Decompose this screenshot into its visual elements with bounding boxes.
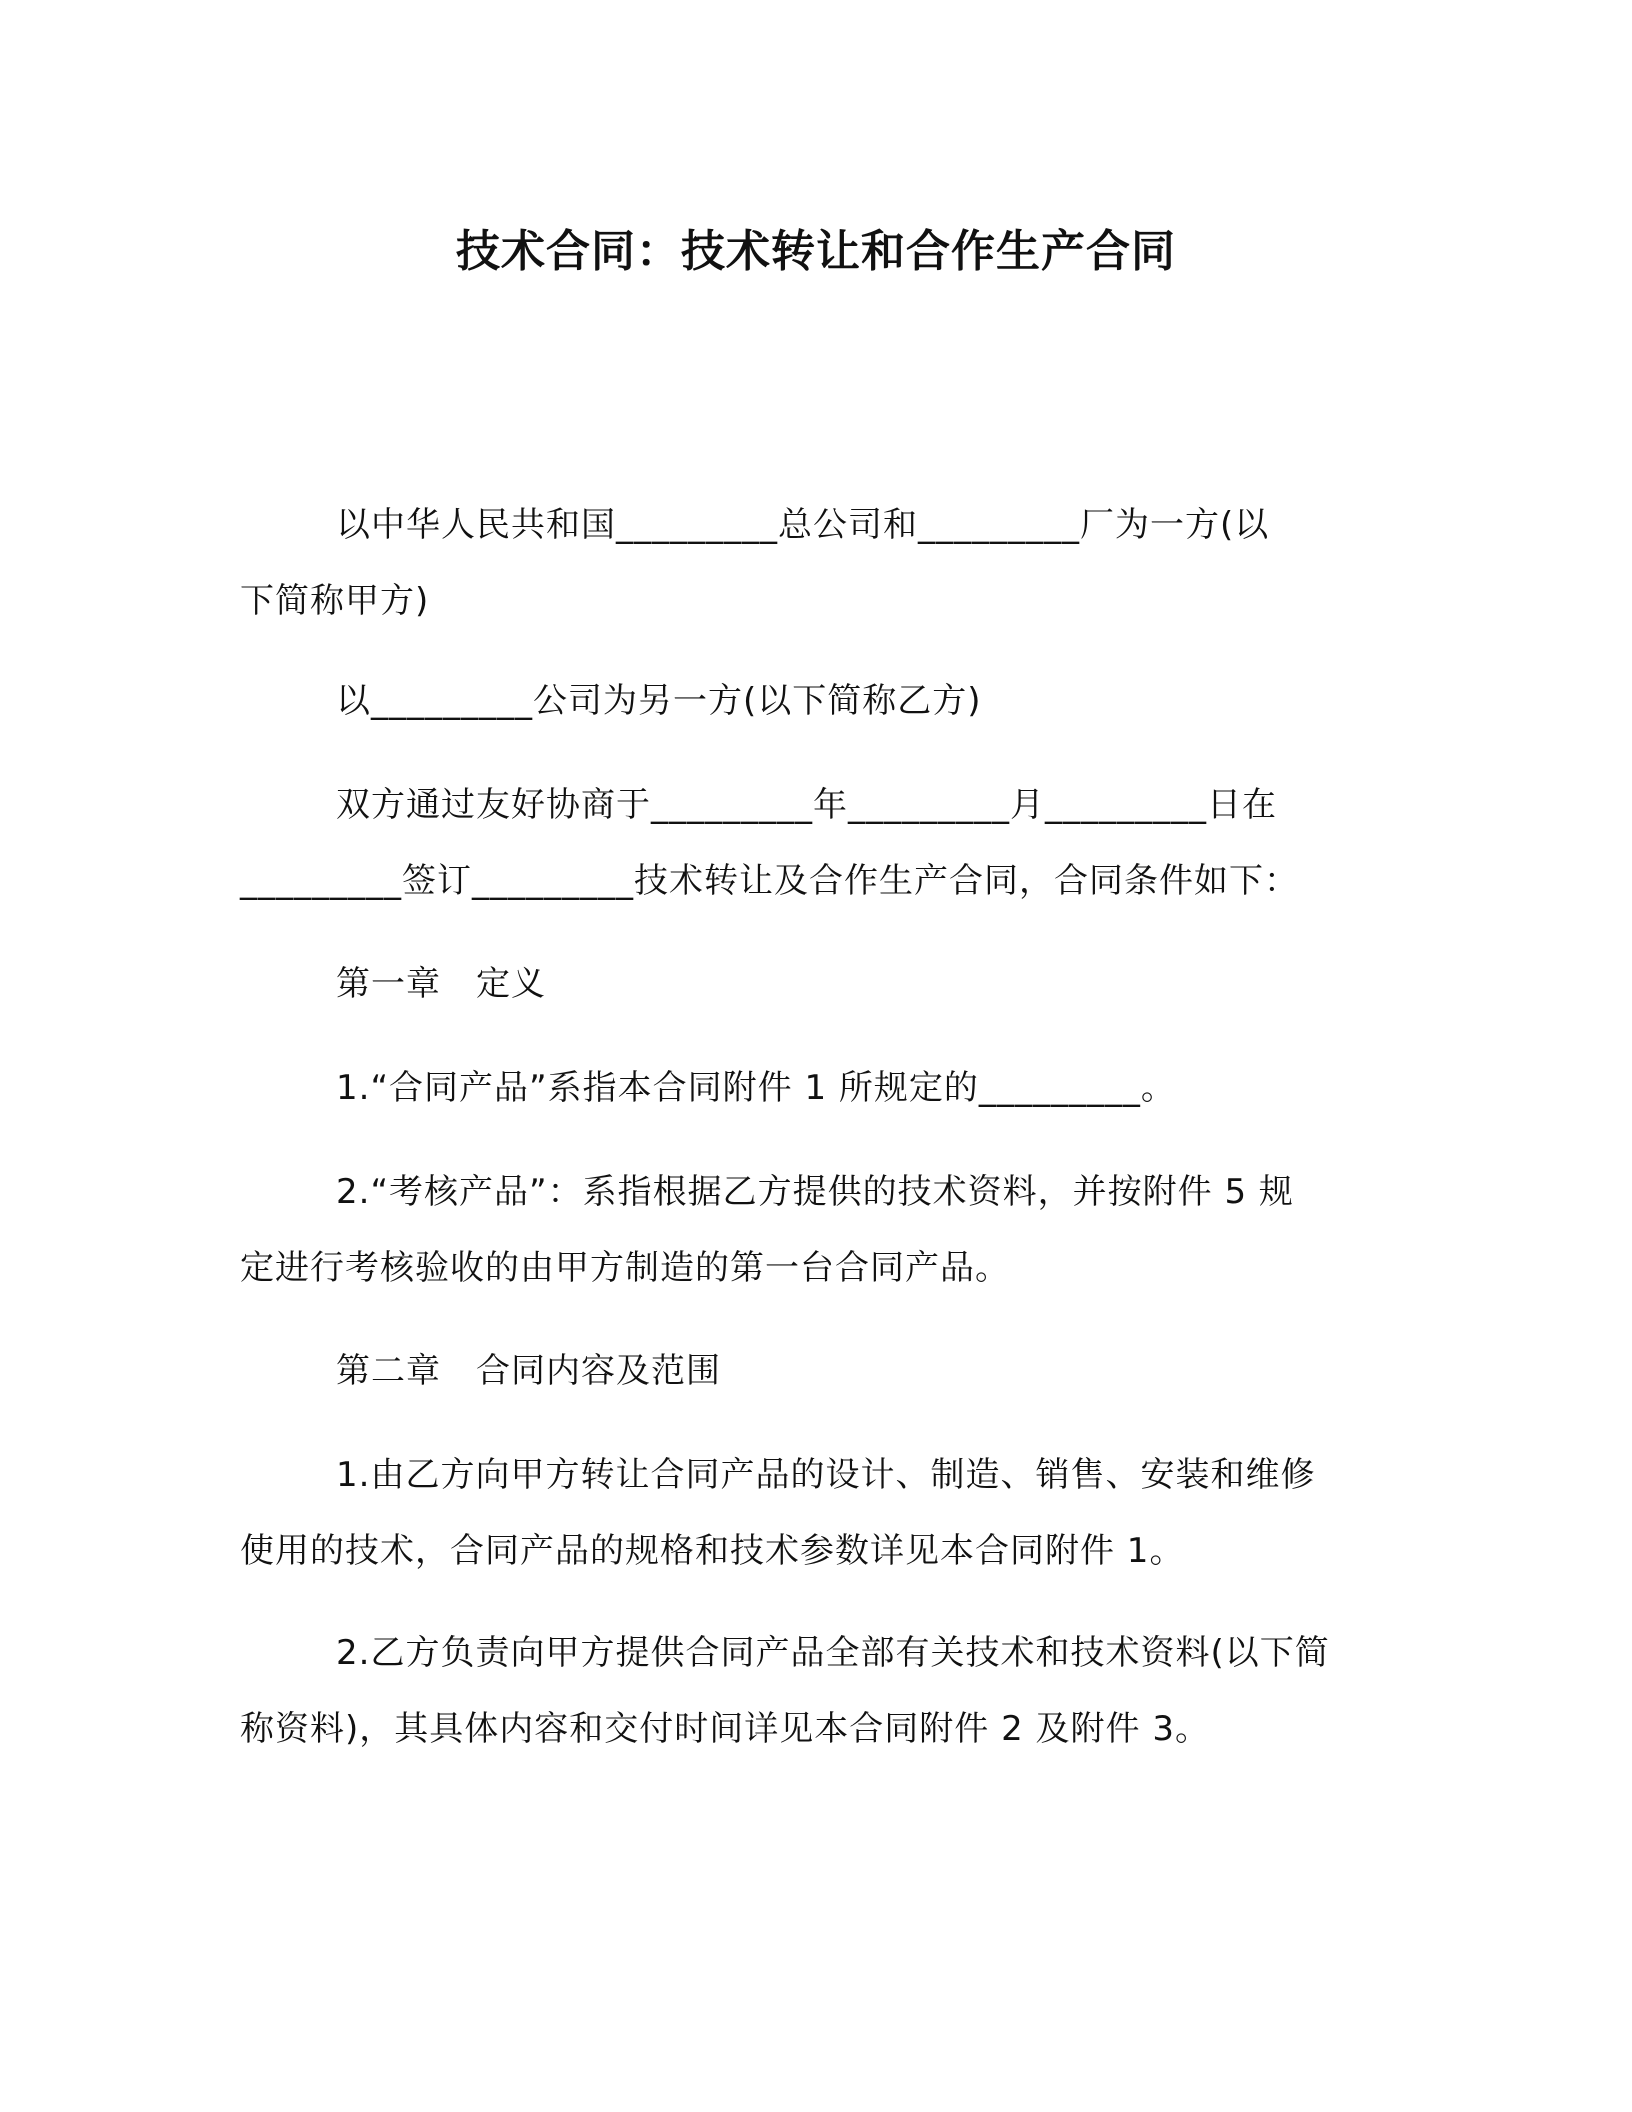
paragraph-line: 双方通过友好协商于_________年_________月_________日在 xyxy=(336,785,1277,825)
paragraph-signing xyxy=(240,767,1400,919)
paragraph-line: 2.“考核产品”：系指根据乙方提供的技术资料，并按附件 5 规 xyxy=(336,1172,1294,1212)
chapter-heading-2 xyxy=(240,1333,1400,1409)
clause-1-1 xyxy=(240,1050,1400,1126)
paragraph-line: 定进行考核验收的由甲方制造的第一台合同产品。 xyxy=(240,1248,1010,1288)
clause-2-1 xyxy=(240,1437,1400,1589)
paragraph-line: 第一章 定义 xyxy=(336,964,546,1004)
paragraph-line: 称资料)，其具体内容和交付时间详见本合同附件 2 及附件 3。 xyxy=(240,1709,1210,1749)
paragraph-line: 1.“合同产品”系指本合同附件 1 所规定的_________。 xyxy=(336,1068,1176,1108)
paragraph-line: 使用的技术，合同产品的规格和技术参数详见本合同附件 1。 xyxy=(240,1531,1185,1571)
paragraph-parties-party-b xyxy=(240,663,1400,739)
document-title: 技术合同：技术转让和合作生产合同 xyxy=(456,226,1176,277)
paragraph-parties-party-a xyxy=(240,487,1400,639)
paragraph-line: 以_________公司为另一方(以下简称乙方) xyxy=(336,681,982,721)
paragraph-line: _________签订_________技术转让及合作生产合同，合同条件如下： xyxy=(240,861,1299,901)
clause-2-2 xyxy=(240,1615,1400,1767)
clause-1-2 xyxy=(240,1154,1400,1306)
paragraph-line: 下简称甲方) xyxy=(240,581,430,621)
paragraph-line: 2.乙方负责向甲方提供合同产品全部有关技术和技术资料(以下简 xyxy=(336,1633,1330,1673)
paragraph-line: 第二章 合同内容及范围 xyxy=(336,1351,721,1391)
chapter-heading-1 xyxy=(240,946,1400,1022)
paragraph-line: 1.由乙方向甲方转让合同产品的设计、制造、销售、安装和维修 xyxy=(336,1455,1316,1495)
paragraph-line: 以中华人民共和国_________总公司和_________厂为一方(以 xyxy=(336,505,1270,545)
